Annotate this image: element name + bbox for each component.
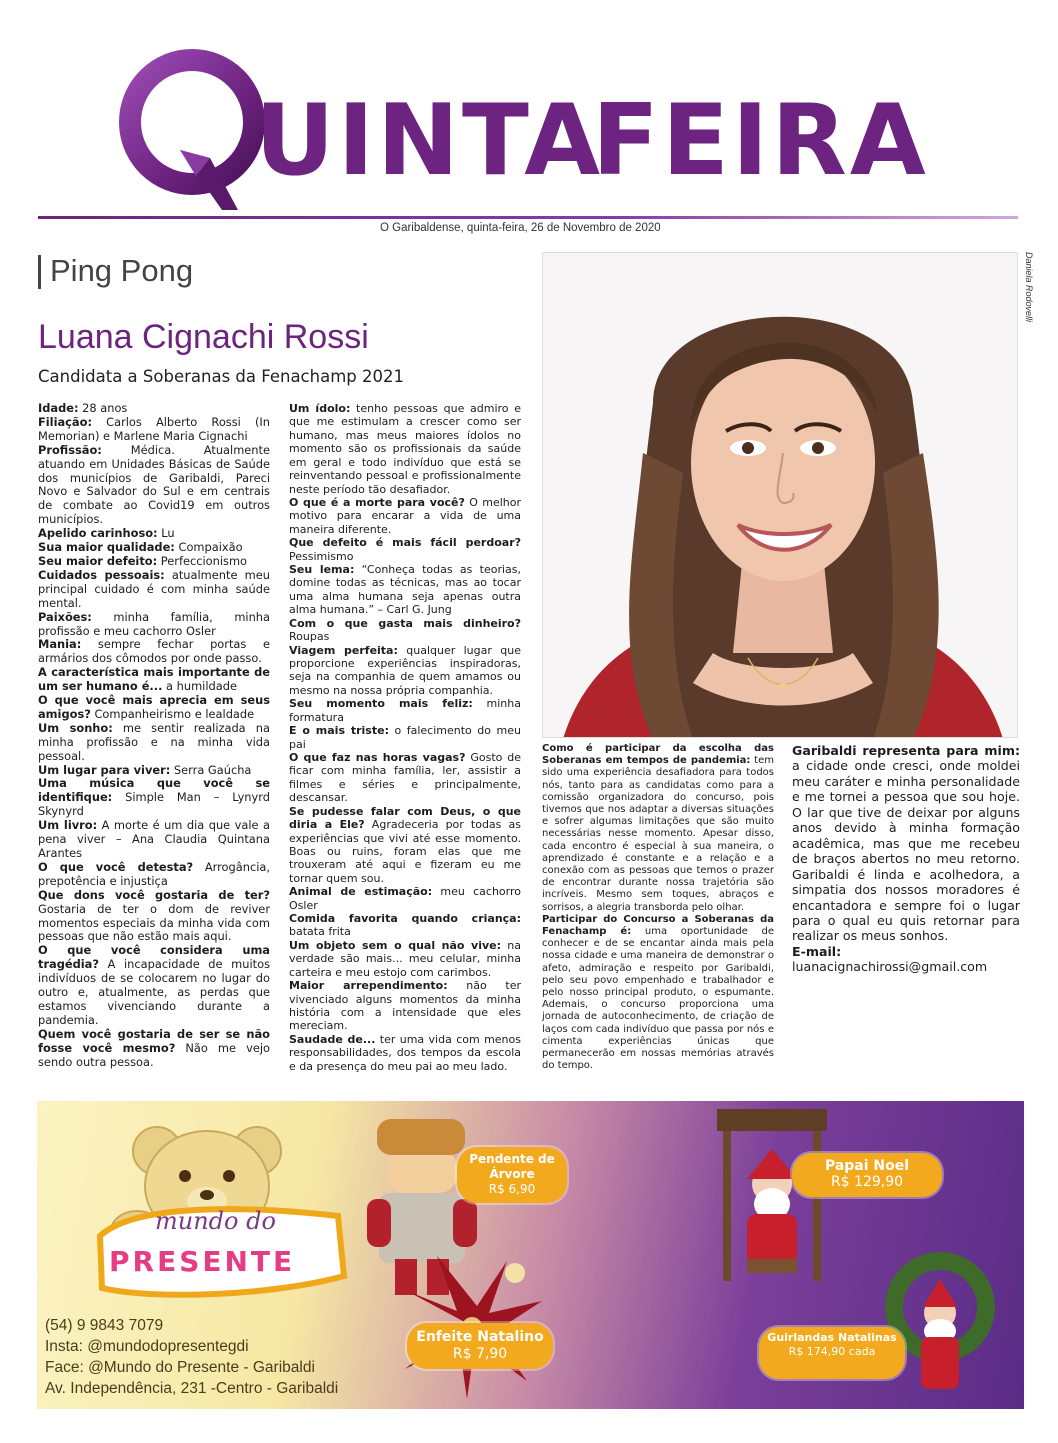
interview-question: Comida favorita quando criança: (289, 912, 521, 926)
interview-answer: Companheirismo e lealdade (90, 706, 255, 721)
interview-question: Mania: (38, 637, 82, 652)
interview-question: Participar do Concurso a Soberanas da Fenachamp é: (542, 913, 774, 938)
interview-answer: tenho pessoas que admiro e que me estimulam a crescer como ser humano, mas meus maiores ídolos no momento são os profissionais da saúde em geral e todo indivíduo que está se reinventando pessoal e profissionalmente neste período tão desafiador. (289, 402, 521, 496)
interview-answer: Roupas (289, 630, 330, 644)
ad-instagram: Insta: @mundodopresentegdi (45, 1338, 249, 1355)
article-title: Luana Cignachi Rossi (38, 318, 369, 356)
interview-answer: O melhor motivo para encarar a vida de uma maneira diferente. (289, 495, 521, 536)
interview-question: O que é a morte para você? (289, 495, 465, 509)
interview-question: A característica mais importante de um ser humano é... (38, 665, 270, 694)
interview-question: Seu momento mais feliz: (289, 697, 473, 711)
interview-question: O que você considera uma tragédia? (38, 943, 270, 972)
interview-answer: ter uma vida com menos responsabilidades, dos tempos da escola e da presença do meu pai ao meu lado. (289, 1032, 521, 1073)
price-tag-name: Pendente de Árvore (469, 1152, 555, 1181)
interview-item (542, 743, 774, 914)
interview-item (38, 944, 270, 1027)
interview-question: Idade: (38, 401, 79, 415)
interview-item (289, 1033, 521, 1073)
interview-answer: “Conheça todas as teorias, domine todas as técnicas, mas ao tocar uma alma humana seja apenas outra alma humana.” – Carl G. Jung (289, 563, 521, 617)
interview-item (289, 939, 521, 979)
interview-question: Sua maior qualidade: (38, 540, 175, 555)
interview-question: O que você detesta? (38, 859, 194, 874)
interview-question: Com o que gasta mais dinheiro? (289, 616, 521, 630)
interview-question: O que você mais aprecia em seus amigos? (38, 693, 270, 721)
interview-column-4 (792, 743, 1020, 975)
interview-item (792, 944, 1020, 975)
dateline: O Garibaldense, quinta-feira, 26 de Novembro de 2020 (380, 222, 661, 234)
interview-answer: tem sido uma experiência desafiadora para todos nós, tanto para as candidatas como para a comissão organizadora do concurso, pois tivemos que nos adaptar a diversas situações e sofrer algumas limitações que são muito necessárias nesse momento. Apesar disso, cada encontro é especial à sua maneira, o aprendizado é constante e a relação e a conexão com as pessoas que temos o prazer de encontrar durante nossa trajetória são incríveis. Mesmo sem toques, abraços e sorrisos, a alegria transborda pelo olhar. (542, 755, 774, 913)
interview-question: Se pudesse falar com Deus, o que diria a Ele? (289, 804, 521, 832)
interview-item (38, 666, 270, 694)
interview-answer: 28 anos (78, 401, 128, 415)
interview-item (289, 979, 521, 1033)
interview-question: Saudade de... (289, 1032, 376, 1046)
interview-answer: me sentir realizada na minha profissão e na minha vida pessoal. (38, 720, 270, 763)
interview-question: Apelido carinhoso: (38, 526, 158, 541)
interview-answer: Gosto de ficar com minha família, ler, assistir a filmes e séries e principalmente, descansar. (289, 750, 521, 805)
interview-item (289, 496, 521, 536)
price-tag-name: Enfeite Natalino (416, 1329, 544, 1345)
interview-item (38, 527, 270, 541)
interview-answer: A morte é um dia que vale a pena viver – Ana Claudia Quintana Arantes (38, 818, 270, 860)
interview-answer: sempre fechar portas e armários dos cômodos por onde passo. (38, 637, 270, 666)
price-tag-price: R$ 129,90 (830, 1174, 904, 1190)
interview-item (38, 541, 270, 555)
section-label: Ping Pong (50, 253, 194, 288)
ad-phone: (54) 9 9843 7079 (45, 1317, 164, 1334)
interview-answer: batata frita (289, 925, 351, 939)
interview-item (38, 416, 270, 444)
interview-answer: minha formatura (289, 697, 521, 724)
interview-answer: não ter vivenciado alguns momentos da minha história com a intensidade que eles mereciam. (289, 979, 521, 1033)
interview-question: Um lugar para viver: (38, 762, 171, 777)
interview-item (38, 764, 270, 778)
ad-facebook: Face: @Mundo do Presente - Garibaldi (45, 1359, 315, 1376)
interview-question: Um sonho: (38, 720, 113, 735)
interview-question: Quem você gostaria de ser se não fosse você mesmo? (38, 1026, 270, 1055)
interview-item (38, 819, 270, 861)
masthead-title-word1: UINTA (255, 84, 604, 198)
price-tag-price: R$ 7,90 (452, 1346, 508, 1362)
price-tag-price: R$ 174,90 cada (788, 1345, 876, 1358)
interview-question: Seu lema: (289, 563, 355, 577)
price-tag-name: Guirlandas Natalinas (767, 1331, 897, 1344)
photo-credit: Daniela Rodovelli (1024, 252, 1034, 323)
interview-answer: Serra Gaúcha (170, 762, 252, 777)
interview-question: Um objeto sem o qual não vive: (289, 938, 502, 952)
interview-question: Profissão: (38, 442, 102, 457)
wreath-icon (885, 1249, 995, 1399)
interview-question: Garibaldi representa para mim: (792, 743, 1020, 758)
logo-line1: mundo do (155, 1207, 276, 1235)
price-tag-pendente (457, 1147, 567, 1203)
price-tag-enfeite (407, 1323, 553, 1369)
interview-item (38, 555, 270, 569)
interview-item (38, 569, 270, 611)
interview-column-2 (289, 402, 521, 1073)
advertisement-banner (37, 1101, 1024, 1409)
interview-question: Seu maior defeito: (38, 553, 158, 568)
interview-item (38, 444, 270, 527)
interview-answer: qualquer lugar que proporcione experiências inspiradoras, seja na companhia de quem amamos ou mesmo na nossa própria companhia. (289, 643, 521, 697)
interview-item (289, 644, 521, 698)
interview-item (289, 697, 521, 724)
portrait-photo (542, 252, 1018, 738)
masthead-rule (38, 216, 1018, 219)
interview-item (38, 1028, 270, 1070)
interview-item (38, 402, 270, 416)
interview-answer: o falecimento do meu pai (289, 724, 521, 751)
interview-question: Como é participar da escolha das Soberanas em tempos de pandemia: (542, 743, 774, 767)
interview-answer: Não me vejo sendo outra pessoa. (38, 1040, 270, 1069)
interview-item (289, 563, 521, 617)
interview-answer: na verdade são mais... meu celular, minha carteira e meu estojo com carimbos. (289, 938, 521, 979)
interview-question: Que dons você gostaria de ter? (38, 887, 270, 902)
interview-item (38, 722, 270, 764)
interview-answer: Gostaria de ter o dom de reviver momentos especiais da minha vida com pessoas que não estão mais aqui. (38, 901, 270, 944)
interview-answer: uma oportunidade de conhecer e de se encantar ainda mais pela nossa cidade e uma maneira de demonstrar o afeto, admiração e respeito por Garibaldi, pelo seu povo empenhado e trabalhador e pelo nosso principal produto, o espumante. Ademais, o concurso proporciona uma jornada de autoconhecimento, de criação de laços com cada indivíduo que passa por nós e cimenta experiências únicas que permanecerão em nossas memórias através do tempo. (542, 926, 774, 1072)
interview-answer: atualmente meu principal cuidado é com minha saúde mental. (38, 567, 270, 610)
interview-item (38, 861, 270, 889)
interview-item (289, 805, 521, 886)
interview-question: Animal de estimação: (289, 885, 433, 899)
interview-item (289, 536, 521, 563)
ad-contact-block (45, 1315, 338, 1399)
interview-question: Cuidados pessoais: (38, 567, 165, 582)
interview-column-3 (542, 743, 774, 1072)
interview-answer: Compaixão (174, 540, 243, 555)
interview-answer: Carlos Alberto Rossi (In Memorian) e Marlene Maria Cignachi (38, 414, 270, 443)
interview-item (38, 611, 270, 639)
interview-answer: meu cachorro Osler (289, 885, 521, 912)
interview-answer: Agradeceria por todas as experiências que vivi até esse momento. Boas ou ruins, foram elas que me trouxeram até aqui e fizeram eu me tornar quem sou. (289, 818, 521, 885)
interview-item (38, 694, 270, 722)
interview-question: E-mail: (792, 943, 842, 959)
interview-item (289, 912, 521, 939)
interview-question: E o mais triste: (289, 724, 389, 738)
interview-answer: minha família, minha profissão e meu cachorro Osler (38, 609, 270, 638)
interview-item (38, 777, 270, 819)
masthead-title-word2: FEIRA (592, 84, 929, 198)
interview-question: Maior arrependimento: (289, 979, 448, 993)
interview-item (289, 885, 521, 912)
article-subtitle: Candidata a Soberanas da Fenachamp 2021 (38, 367, 404, 386)
interview-answer: a humildade (162, 679, 237, 694)
interview-item (289, 617, 521, 644)
interview-item (792, 743, 1020, 944)
interview-question: Viagem perfeita: (289, 643, 398, 657)
interview-answer: Pessimismo (289, 549, 354, 563)
interview-answer: Médica. Atualmente atuando em Unidades Básicas de Saúde dos municípios de Garibaldi, Pareci Novo e Salvador do Sul e em centrais de combate ao Covid19 em outros municípios. (38, 442, 270, 527)
interview-question: Paixões: (38, 609, 92, 624)
price-tag-guirlandas (759, 1327, 905, 1379)
ad-address: Av. Independência, 231 -Centro - Garibaldi (45, 1380, 339, 1397)
interview-item (542, 914, 774, 1073)
interview-column-1 (38, 402, 270, 1070)
interview-item (289, 724, 521, 751)
portrait-illustration (543, 253, 1018, 738)
interview-answer: luanacignachirossi@gmail.com (792, 959, 988, 975)
interview-question: Um livro: (38, 818, 98, 833)
price-tag-price: R$ 6,90 (488, 1182, 536, 1196)
interview-answer: Perfeccionismo (157, 553, 248, 568)
interview-item (289, 751, 521, 805)
interview-answer: Arrogância, prepotência e injustiça (38, 859, 270, 888)
interview-question: Uma música que você se identifique: (38, 776, 270, 805)
price-tag-papai-noel (792, 1153, 942, 1197)
interview-question: O que faz nas horas vagas? (289, 750, 466, 764)
interview-question: Filiação: (38, 414, 92, 429)
section-divider (38, 255, 41, 289)
masthead (0, 0, 1058, 240)
interview-answer: Lu (157, 526, 175, 541)
price-tag-name: Papai Noel (824, 1158, 910, 1174)
interview-answer: a cidade onde cresci, onde moldei meu caráter e minha personalidade e me tornei a pessoa que sou hoje. O lar que tive de deixar por alguns anos devido à minha formação acadêmica, mas que me recebeu de braços abertos no meu retorno. Garibaldi é linda e acolhedora, a simpatia dos nossos moradores é encantadora e sempre foi o lugar para o qual eu quis retornar para realizar os meus sonhos. (792, 758, 1020, 944)
logo-line2: PRESENTE (109, 1245, 296, 1278)
interview-answer: A incapacidade de muitos indivíduos de se colocarem no lugar do outro e, atualmente, as perdas que estamos vivenciando durante a pandemia. (38, 957, 270, 1027)
interview-question: Um ídolo: (289, 402, 351, 415)
interview-item (38, 889, 270, 945)
interview-item (289, 402, 521, 496)
interview-item (38, 638, 270, 666)
interview-question: Que defeito é mais fácil perdoar? (289, 536, 521, 550)
interview-answer: Simple Man – Lynyrd Skynyrd (38, 790, 270, 819)
